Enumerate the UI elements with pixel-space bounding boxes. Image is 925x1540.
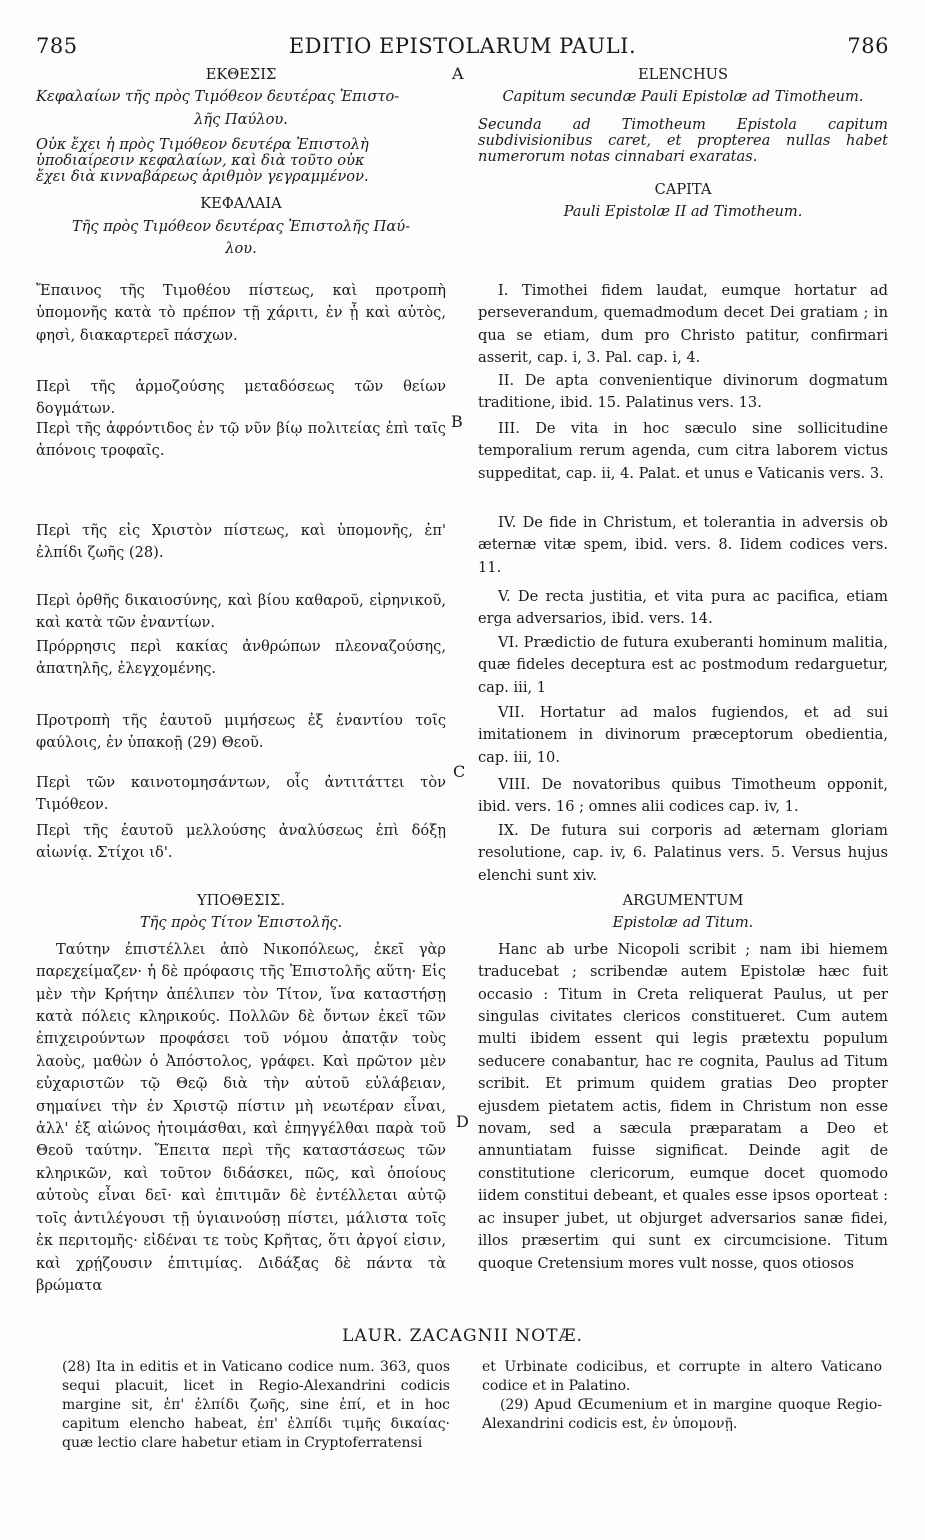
argumentum-section <box>478 890 888 1275</box>
latin-chapter-5: V. De recta justitia, et vita pura ac pacifica, etiam erga adversarios, ibid. vers. 14. <box>478 588 888 628</box>
ekthesis-section <box>36 64 446 260</box>
note-28: (28) Ita in editis et in Vaticano codice num. 363, quos sequi placuit, licet in Regio-Alexandrini codicis margine sit, ἐπ' ἐλπίδι ζωῆς, sine ἐπί, et in hoc capitum elencho habeat, ἐπ' ἐλπίδι τιμῆς δικαίας· quæ lectio clare habetur etiam in Cryptoferratensi <box>62 1359 450 1451</box>
greek-chapter-6: Πρόρρησις περὶ κακίας ἀνθρώπων πλεοναζούσης, ἀπατηλῆς, ἐλεγχομένης. <box>36 638 446 678</box>
note-29: (29) Apud Œcumenium et in margine quoque Regio-Alexandrini codicis est, ἐν ὑπομονῇ. <box>482 1397 882 1432</box>
latin-chapter-3: III. De vita in hoc sæculo sine sollicitudine temporalium rerum agenda, cum citra laborem victus suppeditat, cap. ii, 4. Palat. et unus e Vaticanis vers. 3. <box>478 420 888 482</box>
greek-chapter-2: Περὶ τῆς ἁρμοζούσης μεταδόσεως τῶν θείων δογμάτων. <box>36 378 446 418</box>
ekthesis-subtitle-line2: λῆς Παύλου. <box>194 110 288 128</box>
hypothesis-text: Ταύτην ἐπιστέλλει ἀπὸ Νικοπόλεως, ἐκεῖ γὰρ παρεχείμαζεν· ἡ δὲ πρόφασις τῆς Ἐπιστολῆς αὕτη· Εἰς μὲν τὴν Κρήτην ἀπέλιπεν τὸν Τίτον, ἵνα καταστήσῃ κατὰ πόλεις κληρικούς. Πολλῶν δὲ ὄντων ἐκεῖ τῶν ἐπιχειρούντων προφάσει τοῦ νόμου ἀπατᾷν τοὺς λαοὺς, μαθὼν ὁ Ἀπόστολος, γράφει. Καὶ πρῶτον μὲν εὐχαριστῶν τῷ Θεῷ διὰ τὴν αὐτοῦ εὐλάβειαν, σημαίνει τὴν ἐν Χριστῷ πίστιν μὴ νεωτέραν εἶναι, ἀλλ' ἐξ αἰώνος ἡτοιμάσθαι, καὶ ἐπηγγέλθαι παρὰ τοῦ Θεοῦ ταύτην. Ἔπειτα περὶ τῆς καταστάσεως τῶν κληρικῶν, καὶ τοῦτον διδάσκει, πῶς, καὶ ὁποίους αὐτοὺς εἶναι δεῖ· καὶ ἐπιτιμᾶν δὲ ἐντέλλεται αὐτῷ τοῖς ἀντιλέγουσι τῇ ὑγιαινούσῃ πίστει, μάλιστα τοῖς ἐκ περιτομῆς· εἰδέναι τε τοὺς Κρῆτας, ὅτι ἀργοί εἰσιν, καὶ χρῄζουσιν ἐπιτιμίας. Διδάξας δὲ πάντα τὰ βρώματα <box>36 940 446 1294</box>
ekthesis-subtitle-line1: Κεφαλαίων τῆς πρὸς Τιμόθεον δευτέρας Ἐπιστο- <box>36 88 400 106</box>
note-28-continued: et Urbinate codicibus, et corrupte in altero Vaticano codice et in Palatino. <box>482 1359 882 1394</box>
argumentum-heading: ARGUMENTUM <box>622 892 744 909</box>
left-page-number: 785 <box>36 34 78 58</box>
latin-chapter-4: IV. De fide in Christum, et tolerantia in adversis ob æternæ vitæ spem, ibid. vers. 8. Iidem codices vers. 11. <box>478 514 888 576</box>
latin-chapter-9: IX. De futura sui corporis ad æternam gloriam resolutione, cap. iv, 6. Palatinus vers. 5. Versus hujus elenchi sunt xiv. <box>478 822 888 884</box>
kephalaia-subtitle-line1: Τῆς πρὸς Τιμόθεον δευτέρας Ἐπιστολῆς Παύ- <box>71 217 411 235</box>
latin-chapter-8: VIII. De novatoribus quibus Timotheum opponit, ibid. vers. 16 ; omnes alii codices cap. iv, 1. <box>478 776 888 816</box>
notes-heading: LAUR. ZACAGNII NOTÆ. <box>342 1326 583 1346</box>
argumentum-text: Hanc ab urbe Nicopoli scribit ; nam ibi hiemem traducebat ; scribendæ autem Epistolæ hæc fuit occasio : Titum in Creta reliquerat Paulus, ut per singulas civitates clericos constitueret. Cum autem multi ibidem essent qui legis prætextu populum seducere conabantur, hac re cognita, Paulus ad Titum scribit. Et primum quidem gratias Deo propter ejusdem pietatem actis, fidem in Christum non esse novam, sed a sæcula præparatam a Deo et annuntiatam fuisse significat. Deinde agit de constitutione clericorum, eumque docet quomodo iidem constitui debeant, et quales esse ipsos oporteat : ac insuper jubet, ut objurget adversarios sanæ fidei, illos præsertim qui sunt ex circumcisione. Titum quoque Cretensium mores vult nosse, quos otiosos <box>478 940 888 1272</box>
elenchus-intro: Secunda ad Timotheum Epistola capitum subdivisionibus caret, et propterea nullas habet numerorum notas cinnabari exaratas. <box>478 115 888 165</box>
latin-chapter-7: VII. Hortatur ad malos fugiendos, et ad sui imitationem in divinorum præceptorum obedientia, cap. iii, 10. <box>478 704 888 766</box>
right-page-number: 786 <box>847 34 889 58</box>
margin-mark-c: C <box>453 762 466 781</box>
greek-chapter-4: Περὶ τῆς εἰς Χριστὸν πίστεως, καὶ ὑπομονῆς, ἐπ' ἐλπίδι ζωῆς (28). <box>36 522 446 562</box>
kephalaia-subtitle-line2: λου. <box>225 240 257 258</box>
kephalaia-heading: ΚΕΦΑΛΑΙΑ <box>200 195 282 213</box>
greek-chapter-3: Περὶ τῆς ἀφρόντιδος ἐν τῷ νῦν βίῳ πολιτείας ἐπὶ ταῖς ἀπόνοις τροφαῖς. <box>36 420 446 460</box>
elenchus-heading: ELENCHUS <box>638 66 728 83</box>
elenchus-section <box>478 64 888 224</box>
greek-chapter-5: Περὶ ὀρθῆς δικαιοσύνης, καὶ βίου καθαροῦ, εἰρηνικοῦ, καὶ κατὰ τῶν ἐναντίων. <box>36 592 446 632</box>
latin-chapter-6: VI. Prædictio de futura exuberanti hominum malitia, quæ fideles deceptura est ac postmodum redarguetur, cap. iii, 1 <box>478 634 888 696</box>
ekthesis-intro-line2: ὑποδιαίρεσιν κεφαλαίων, καὶ διὰ τοῦτο οὐκ <box>36 152 365 170</box>
latin-chapter-2: II. De apta convenientique divinorum dogmatum traditione, ibid. 15. Palatinus vers. 13. <box>478 372 888 412</box>
hypothesis-heading: ΥΠΟΘΕΣΙΣ. <box>197 892 285 909</box>
ekthesis-intro-line3: ἔχει διὰ κινναβάρεως ἀριθμὸν γεγραμμένον. <box>36 168 369 186</box>
running-title: EDITIO EPISTOLARUM PAULI. <box>288 34 637 58</box>
greek-chapter-7: Προτροπὴ τῆς ἑαυτοῦ μιμήσεως ἐξ ἐναντίου τοῖς φαύλοις, ἐν ὑπακοῇ (29) Θεοῦ. <box>36 712 446 752</box>
greek-chapter-1: Ἔπαινος τῆς Τιμοθέου πίστεως, καὶ προτροπὴ ὑπομονῆς κατὰ τὸ πρέπον τῇ χάριτι, ἐν ᾗ καὶ αὐτὸς, φησὶ, διακαρτερεῖ πάσχων. <box>36 282 446 344</box>
margin-mark-a: A <box>452 64 464 83</box>
hypothesis-section <box>36 890 446 1297</box>
capita-heading: CAPITA <box>654 180 712 198</box>
ekthesis-heading: ΕΚΘΕΣΙΣ <box>205 66 277 83</box>
margin-mark-b: B <box>451 412 463 431</box>
margin-mark-d: D <box>456 1112 469 1131</box>
elenchus-subtitle: Capitum secundæ Pauli Epistolæ ad Timotheum. <box>502 88 864 106</box>
latin-chapter-1: I. Timothei fidem laudat, eumque hortatur ad perseverandum, quemadmodum decet Dei gratiam ; in qua se etiam, dum pro Christo patitur, confirmari asserit, cap. i, 3. Pal. cap. i, 4. <box>478 282 888 367</box>
greek-chapter-8: Περὶ τῶν καινοτομησάντων, οἷς ἀντιτάττει τὸν Τιμόθεον. <box>36 774 446 814</box>
capita-subtitle: Pauli Epistolæ II ad Timotheum. <box>563 203 803 221</box>
greek-chapter-9: Περὶ τῆς ἑαυτοῦ μελλούσης ἀναλύσεως ἐπὶ δόξῃ αἰωνίᾳ. Στίχοι ιδ'. <box>36 822 446 862</box>
argumentum-subtitle: Epistolæ ad Titum. <box>612 914 754 932</box>
ekthesis-intro-line1: Οὐκ ἔχει ἡ πρὸς Τιμόθεον δευτέρα Ἐπιστολὴ <box>36 136 369 154</box>
hypothesis-subtitle: Τῆς πρὸς Τίτον Ἐπιστολῆς. <box>139 914 343 932</box>
